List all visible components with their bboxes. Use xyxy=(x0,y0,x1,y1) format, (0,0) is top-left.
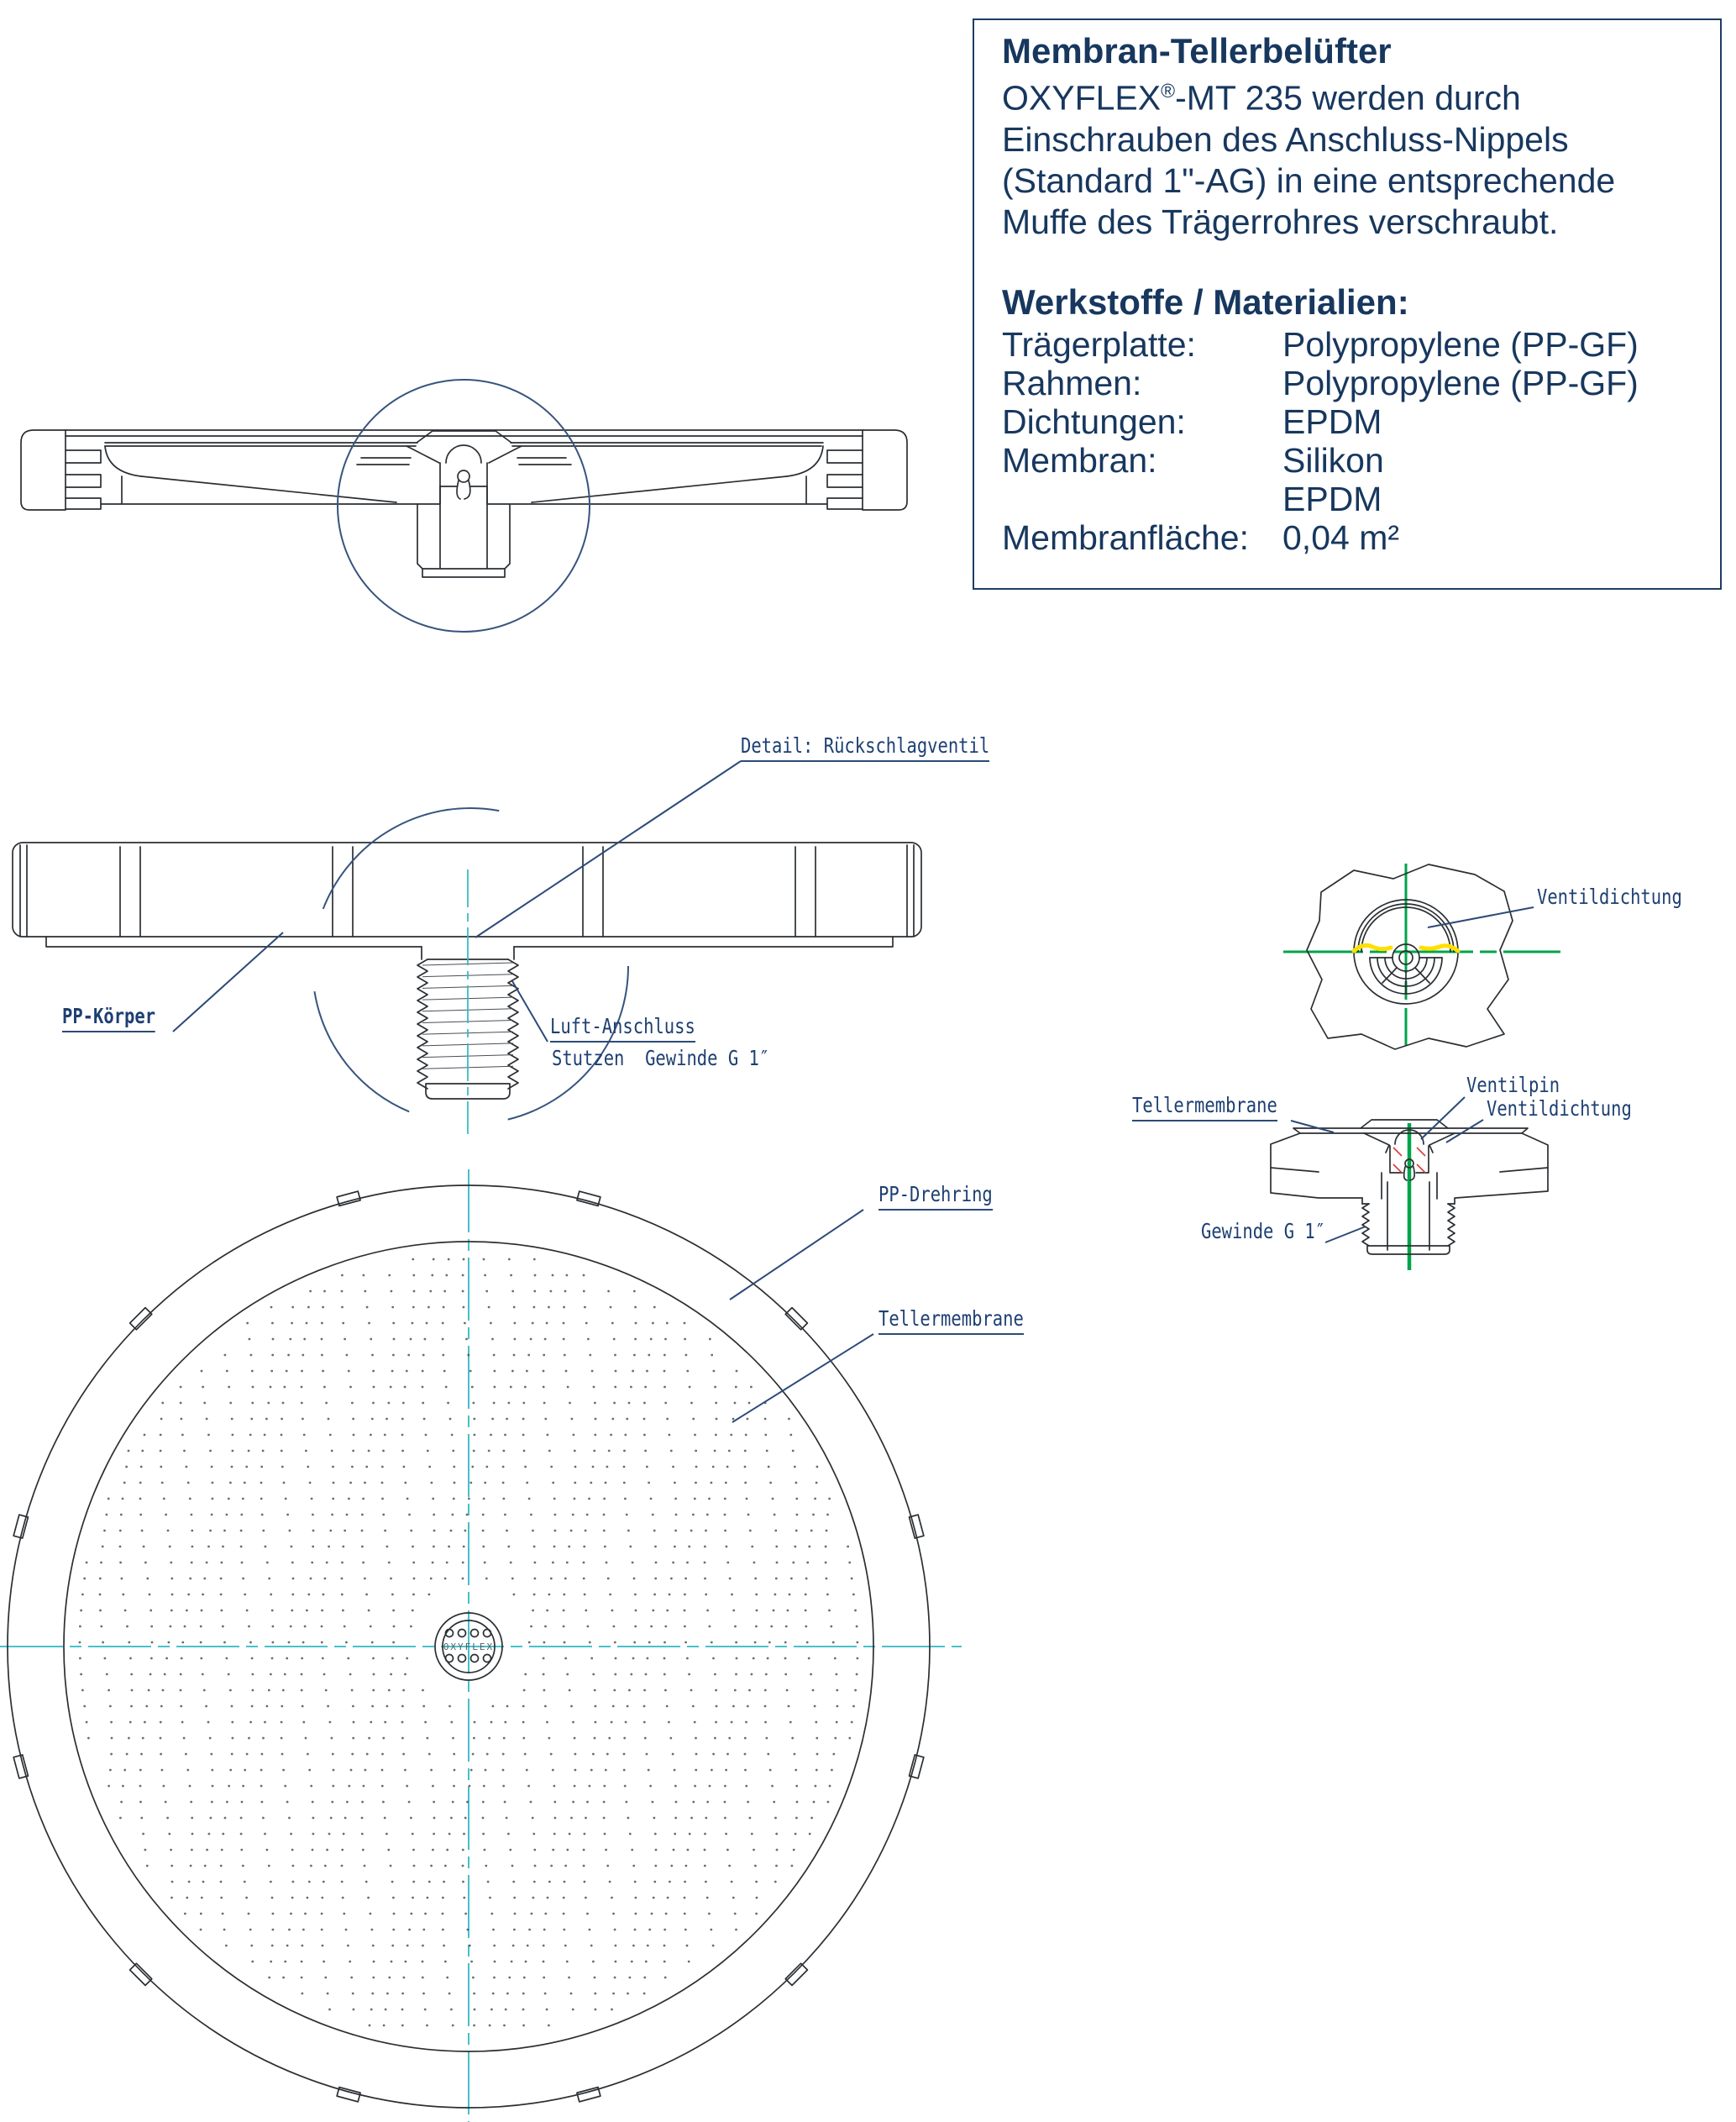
ventildichtung-detail-label: Ventildichtung xyxy=(1487,1096,1632,1121)
materials-heading: Werkstoffe / Materialien: xyxy=(1002,281,1409,322)
ventildichtung-top-label: Ventildichtung xyxy=(1537,885,1682,909)
pp-drehring-label: PP-Drehring xyxy=(878,1183,993,1211)
table-row: Dichtungen: EPDM xyxy=(1002,402,1382,441)
pp-koerper-label: PP-Körper xyxy=(62,1005,155,1032)
valve-pin-head xyxy=(458,470,469,482)
table-row: EPDM xyxy=(1282,479,1382,518)
gewinde-detail-label: Gewinde G 1″ xyxy=(1201,1219,1326,1243)
diffuser-top-view xyxy=(0,1169,962,2122)
diffuser-side-view xyxy=(13,808,921,1134)
stutzen-gewinde-label: Stutzen Gewinde G 1″ xyxy=(552,1046,770,1070)
panel-description xyxy=(1002,71,1695,243)
luft-anschluss-label: Luft-Anschluss xyxy=(550,1015,695,1043)
description-line-3: (Standard 1"-AG) in eine entsprechende xyxy=(1002,160,1616,200)
table-row: Trägerplatte: Polypropylene (PP-GF) xyxy=(1002,324,1639,364)
info-panel xyxy=(973,18,1722,590)
diffuser-cross-section-view xyxy=(21,380,907,632)
detail-indicator-circle-broken xyxy=(312,808,628,1124)
panel-title: Membran-Tellerbelüfter xyxy=(1002,31,1392,71)
description-line-1: OXYFLEX®-MT 235 werden durch xyxy=(1002,78,1521,118)
tellermembrane-bottom-label: Tellermembrane xyxy=(878,1307,1024,1335)
tellermembrane-detail-label: Tellermembrane xyxy=(1132,1094,1277,1121)
ventilpin-label: Ventilpin xyxy=(1466,1073,1560,1097)
table-row: Membranfläche: 0,04 m² xyxy=(1002,517,1399,557)
table-row: Rahmen: Polypropylene (PP-GF) xyxy=(1002,363,1639,402)
detail-title-label: Detail: Rückschlagventil xyxy=(741,734,989,762)
check-valve-top-detail xyxy=(1283,864,1560,1049)
materials-table xyxy=(1002,325,1695,557)
detail-indicator-circle xyxy=(338,380,590,632)
description-line-4: Muffe des Trägerrohres verschraubt. xyxy=(1002,202,1559,241)
check-valve-section-detail xyxy=(1271,1120,1548,1270)
table-row: Membran: Silikon xyxy=(1002,440,1384,480)
hub-brand-text: OXYFLEX xyxy=(443,1641,495,1652)
description-line-2: Einschrauben des Anschluss-Nippels xyxy=(1002,119,1569,159)
leader-lines xyxy=(173,761,1534,1422)
